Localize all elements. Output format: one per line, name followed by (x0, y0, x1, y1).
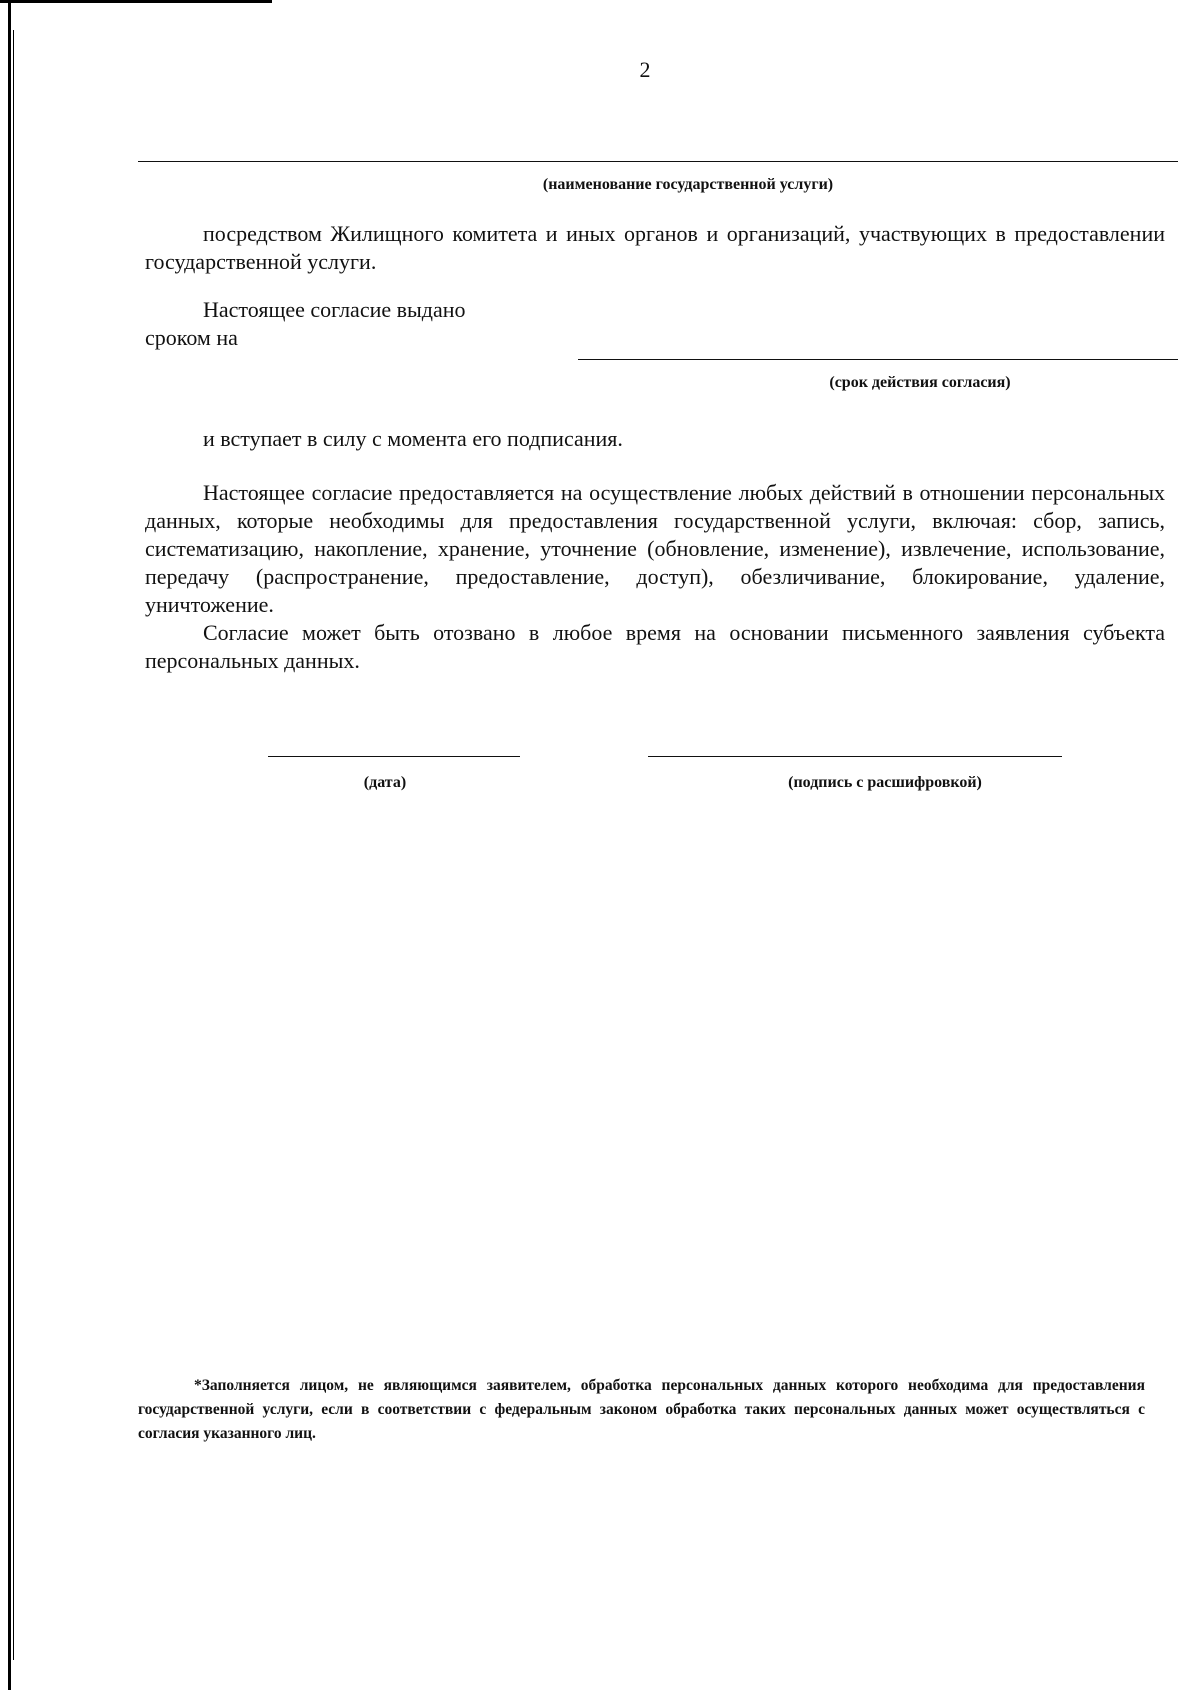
term-caption: (срок действия согласия) (829, 374, 1011, 391)
page-border-top (0, 0, 272, 3)
service-name-caption: (наименование государственной услуги) (542, 176, 834, 193)
date-caption: (дата) (363, 774, 407, 791)
effective-line: и вступает в силу с момента его подписания. (203, 426, 623, 451)
term-line (578, 359, 1178, 360)
signature-caption: (подпись с расшифровкой) (788, 774, 982, 791)
page-number: 2 (639, 57, 651, 82)
paragraph-actions: Настоящее согласие предоставляется на осуществление любых действий в отношении персональных данных, которые необходимы для предоставления государственной услуги, включая: сбор, запись, систематизацию, накопление, хранение, уточнение (обновление, изменение), извлечение, использование, передачу (распространение, предоставление, доступ), обезличивание, блокирование, удаление, уничтожение. (145, 480, 1165, 617)
term-prefix: сроком на (145, 325, 238, 350)
consent-issued-line: Настоящее согласие выдано (203, 297, 466, 322)
service-name-line (138, 161, 1178, 162)
paragraph-revoke: Согласие может быть отозвано в любое время на основании письменного заявления субъекта персональных данных. (145, 620, 1165, 673)
page-border-left (8, 2, 11, 1690)
page-border-left-inner (13, 30, 14, 1660)
footnote: *Заполняется лицом, не являющимся заявителем, обработка персональных данных которого необходима для предоставления государственной услуги, если в соответствии с федеральным законом обработка таких персональных данных может осуществляться с согласия указанного лиц. (138, 1377, 1145, 1442)
signature-line (648, 756, 1062, 757)
paragraph-organizations: посредством Жилищного комитета и иных органов и организаций, участвующих в предоставлении государственной услуги. (145, 221, 1165, 274)
date-line (268, 756, 520, 757)
